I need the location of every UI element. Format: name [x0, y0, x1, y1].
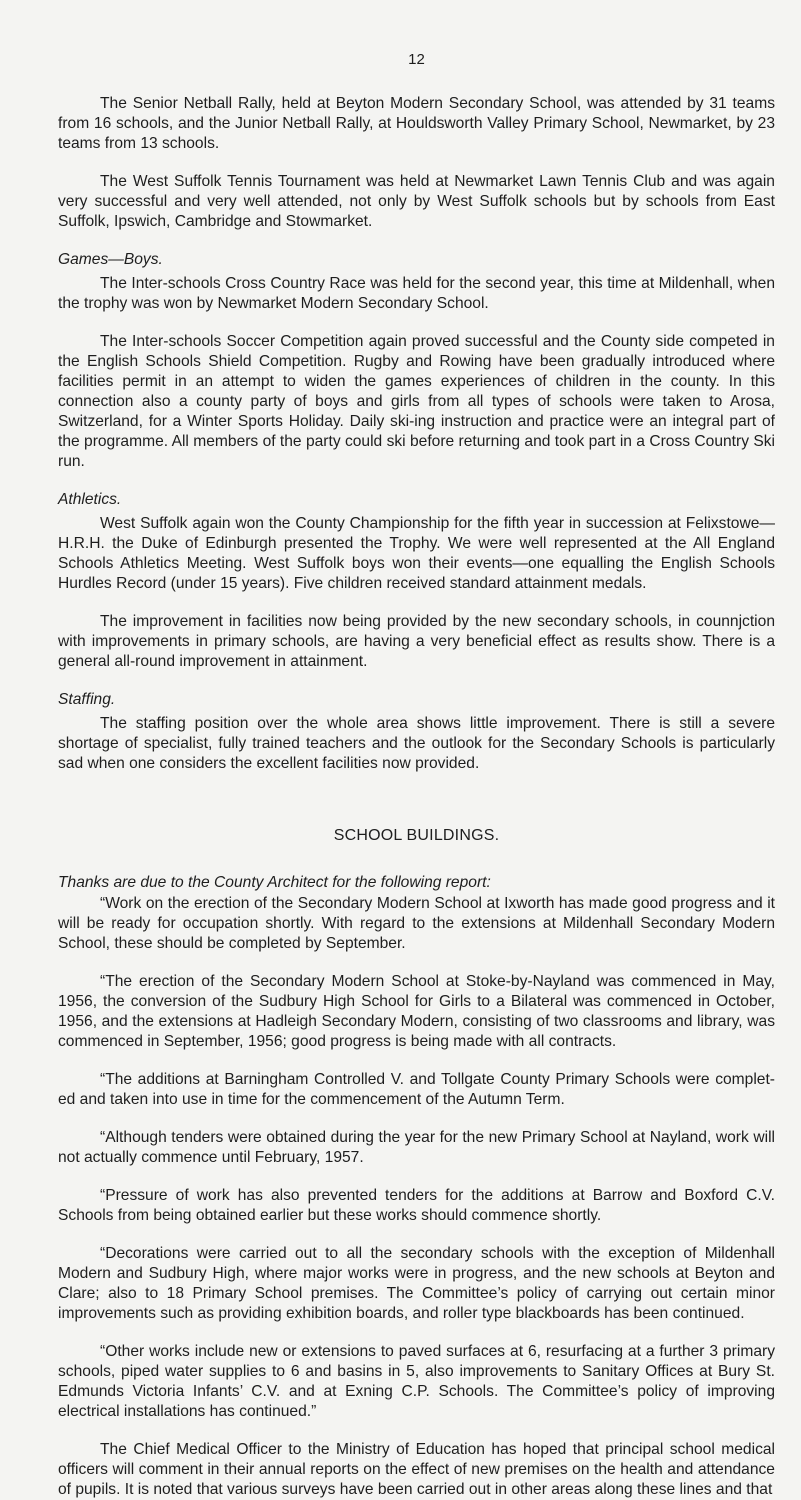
page-number: 12 [408, 51, 425, 68]
paragraph-ixworth: “Work on the erection of the Secondary Modern School at Ixworth has made good progress and it will be ready for occupation shortly. With regard to the extensions at Mildenhall Secondary Modern School, these should be completed by September. [58, 895, 775, 952]
paragraph-staffing: The staffing position over the whole area shows little improvement. There is still a severe shortage of specialist, fully trained teachers and the outlook for the Secondary Schools is particularly sad when one considers the excellent facilities now provided. [58, 715, 775, 772]
paragraph-championship: West Suffolk again won the County Championship for the fifth year in succession at Felixstowe— H.R.H. the Duke of Edinburgh presented the Trophy. We were well represented at the All England Schools Athletics Meeting. West Suffolk boys won their events—one equalling the English Schools Hurdles Record (under 15 years). Five children received standard attainment medals. [58, 515, 775, 592]
paragraph-nayland-tenders: “Although tenders were obtained during the year for the new Primary School at Nayland, work will not actually commence until February, 1957. [58, 1129, 775, 1166]
section-title-school-buildings: SCHOOL BUILDINGS. [333, 827, 500, 844]
paragraph-chief-medical-officer: The Chief Medical Officer to the Ministry of Education has hoped that principal school medical officers will comment in their annual reports on the effect of new premises on the health and attendance of pupils. It is noted that various surveys have been carried out in other areas along these lines and that [58, 1441, 775, 1498]
paragraph-netball: The Senior Netball Rally, held at Beyton Modern Secondary School, was attended by 31 teams from 16 schools, and the Junior Netball Rally, at Houldsworth Valley Primary School, Newmarket, by 23 teams from 13 schools. [58, 95, 775, 152]
heading-games-boys: Games—Boys. [58, 251, 163, 268]
paragraph-soccer: The Inter-schools Soccer Competition again proved successful and the County side competed in the English Schools Shield Competition. Rugby and Rowing have been gradually introduced where facilities permit in an attempt to widen the games experiences of children in the county. In this connection also a county party of boys and girls from all types of schools were taken to Arosa, Switzerland, for a Winter Sports Holiday. Daily ski-ing instruction and practice were an integral part of the programme. All members of the party could ski before returning and took part in a Cross Country Ski run. [58, 333, 775, 470]
heading-athletics: Athletics. [58, 491, 122, 508]
architect-report-intro: Thanks are due to the County Architect for the following report: [58, 874, 491, 891]
paragraph-barrow-boxford: “Pressure of work has also prevented tenders for the additions at Barrow and Boxford C.V. Schools from being obtained earlier but these works should commence shortly. [58, 1187, 775, 1224]
heading-staffing: Staffing. [58, 691, 116, 708]
paragraph-tennis: The West Suffolk Tennis Tournament was held at Newmarket Lawn Tennis Club and was again very successful and very well attended, not only by West Suffolk schools but by schools from East Suffolk, Ipswich, Cambridge and Stowmarket. [58, 173, 775, 230]
paragraph-other-works: “Other works include new or extensions to paved surfaces at 6, resurfacing at a further 3 primary schools, piped water supplies to 6 and basins in 5, also improvements to Sanitary Offices at Bury St. Edmunds Victoria Infants’ C.V. and at Exning C.P. Schools. The Committee’s policy of improving electrical installations has continued.” [58, 1343, 775, 1420]
paragraph-cross-country: The Inter-schools Cross Country Race was held for the second year, this time at Mildenhall, when the trophy was won by Newmarket Modern Secondary School. [58, 275, 775, 312]
paragraph-facilities: The improvement in facilities now being provided by the new secondary schools, in counnjction with improvements in primary schools, are having a very beneficial effect as results show. There is a general all-round improvement in attainment. [58, 613, 775, 670]
paragraph-barningham: “The additions at Barningham Controlled V. and Tollgate County Primary Schools were complet- ed and taken into use in time for the commencement of the Autumn Term. [58, 1071, 775, 1108]
paragraph-decorations: “Decorations were carried out to all the secondary schools with the exception of Mildenhall Modern and Sudbury High, where major works were in progress, and the new schools at Beyton and Clare; also to 18 Primary School premises. The Committee’s policy of carrying out certain minor improvements such as providing exhibition boards, and roller type blackboards has been continued. [58, 1245, 775, 1322]
paragraph-stoke-by-nayland: “The erection of the Secondary Modern School at Stoke-by-Nayland was commenced in May, 1956, the conversion of the Sudbury High School for Girls to a Bilateral was commenced in October, 1956, and the extensions at Hadleigh Secondary Modern, consisting of two classrooms and library, was commenced in September, 1956; good progress is being made with all contracts. [58, 973, 775, 1050]
